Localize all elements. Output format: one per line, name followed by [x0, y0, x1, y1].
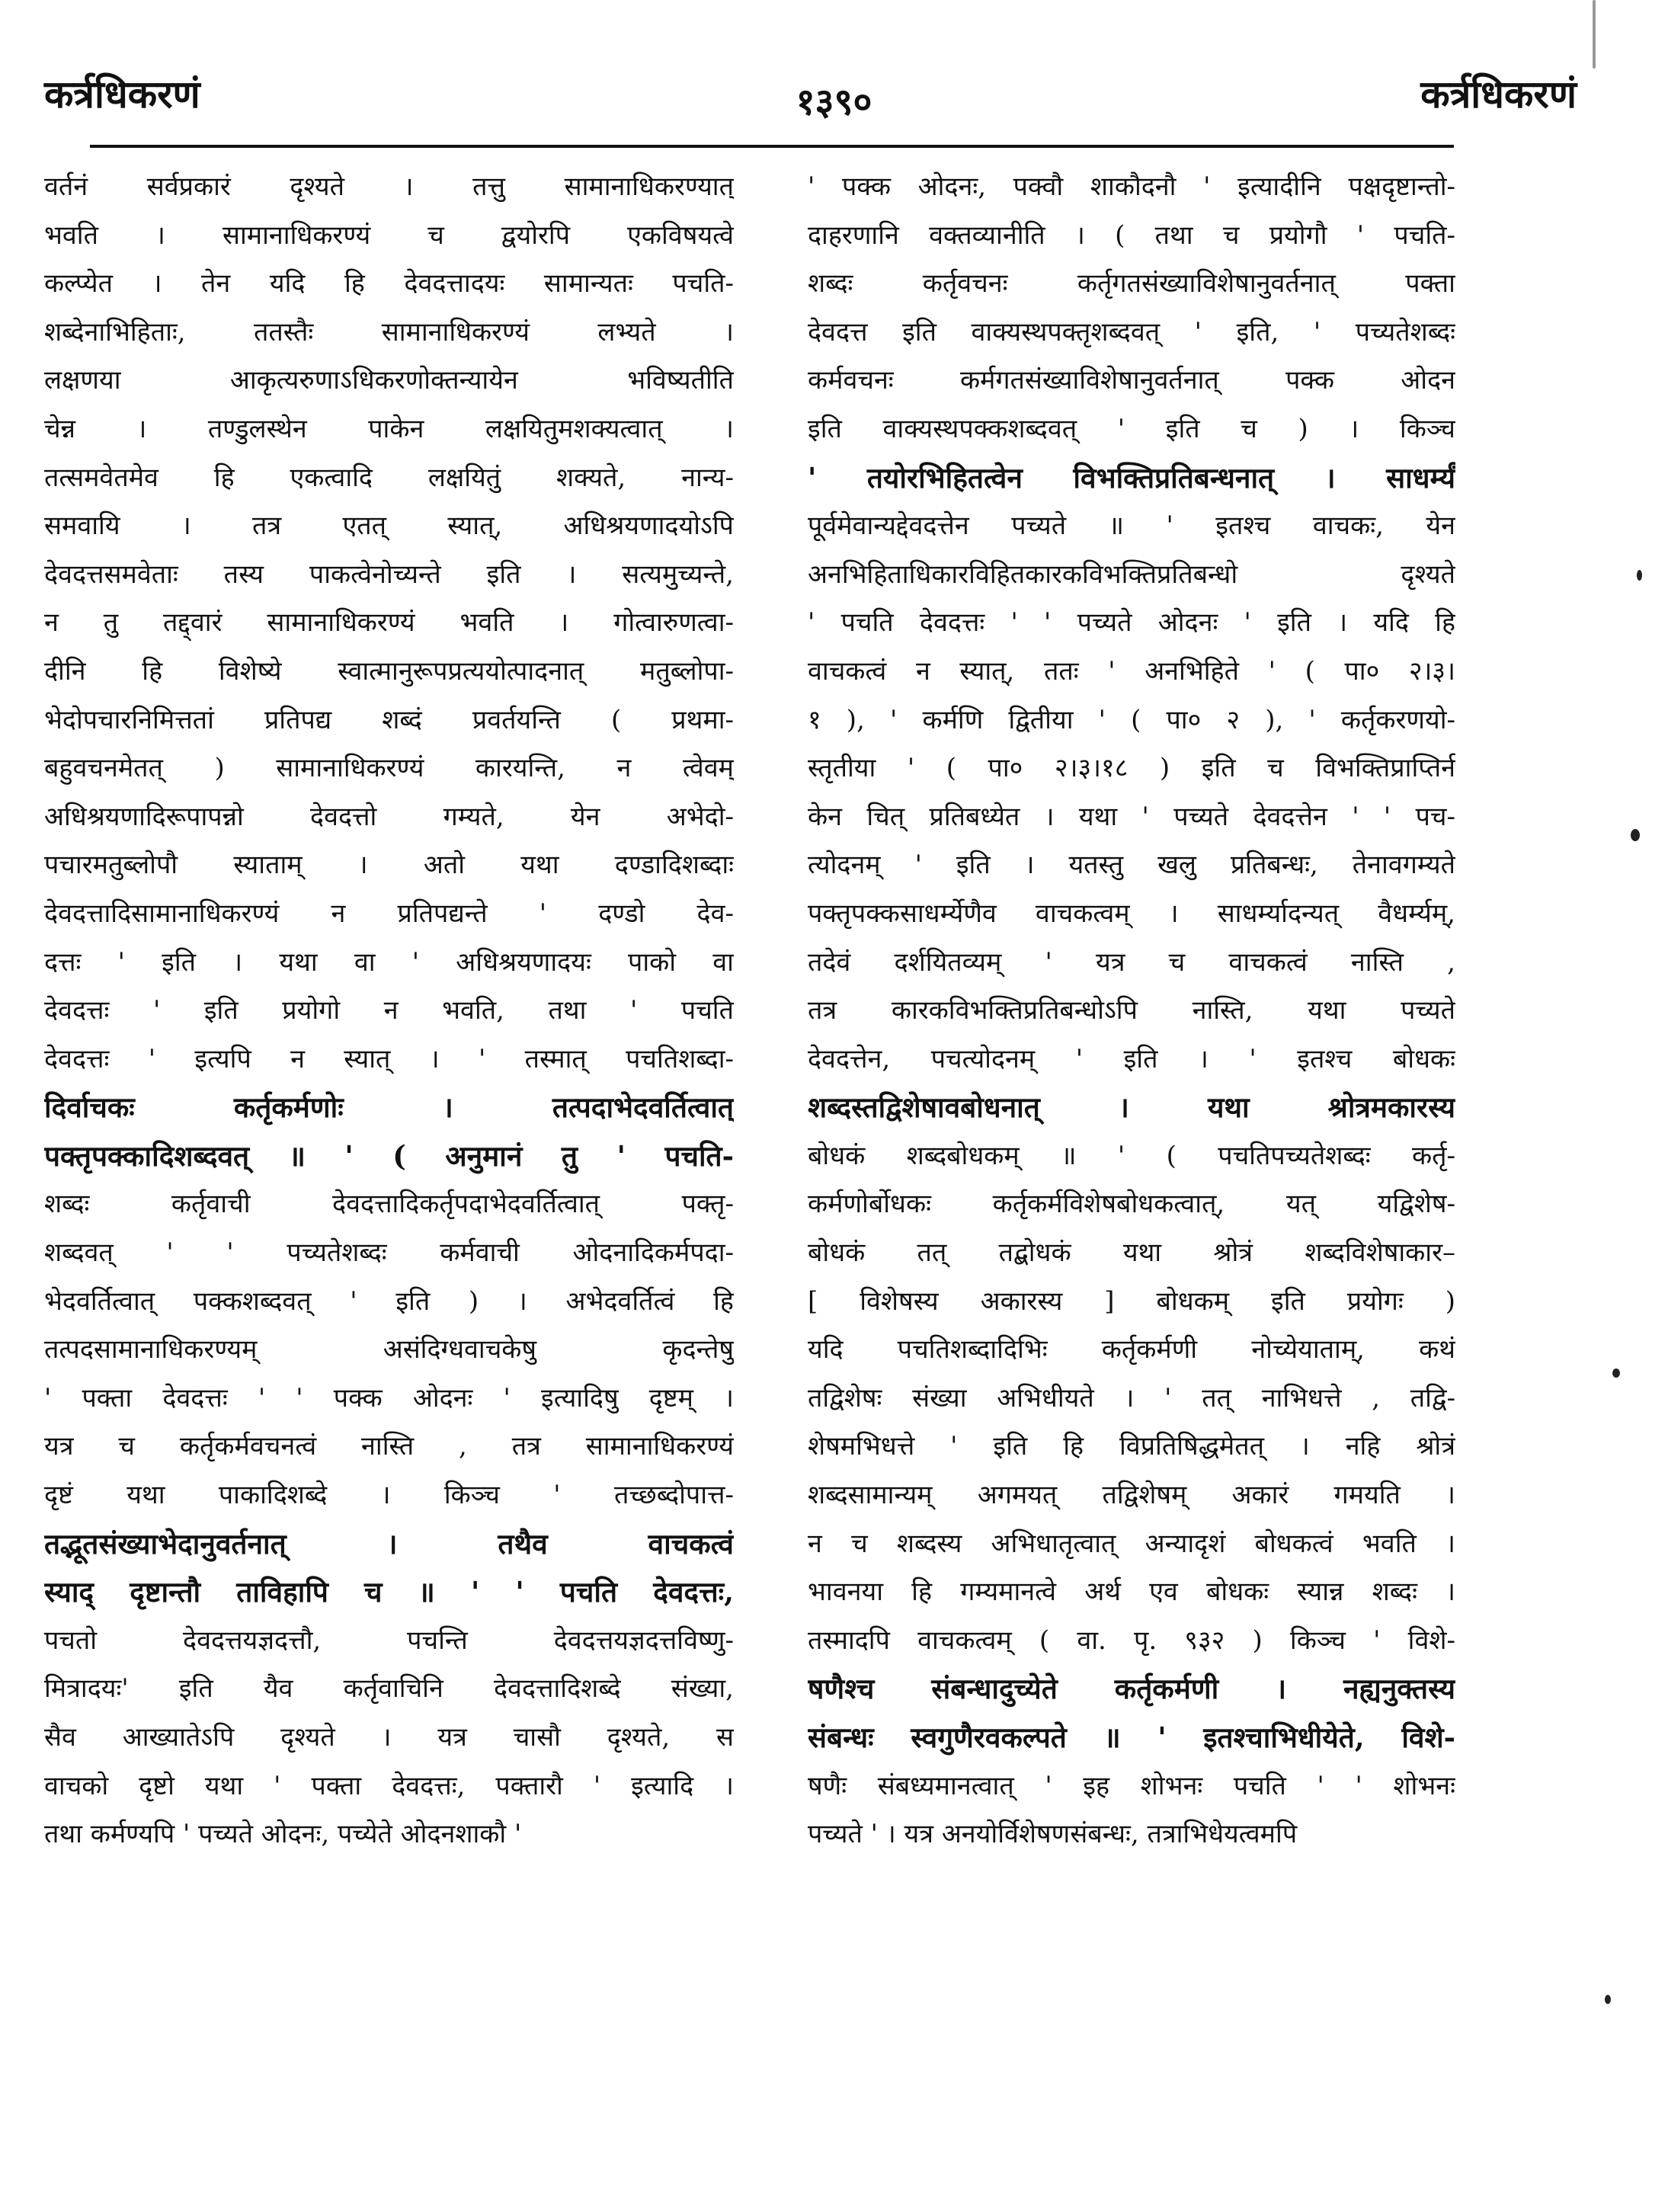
- running-head-left: कर्त्रधिकरणं: [44, 72, 200, 117]
- text-line: [ विशेषस्य अकारस्य ] बोधकम् इति प्रयोगः ): [808, 1285, 1455, 1317]
- text-line: भवति । सामानाधिकरण्यं च द्वयोरपि एकविषयत्वे: [44, 219, 734, 251]
- text-line: दीनि हि विशेष्ये स्वात्मानुरूपप्रत्ययोत्पादनात् मतुब्लोपा-: [44, 655, 734, 687]
- text-line: संबन्धः स्वगुणैरवकल्पते ॥ ' इतश्चाभिधीयेते, विशे-: [808, 1721, 1455, 1754]
- text-line: ' पचति देवदत्तः ' ' पच्यते ओदनः ' इति । यदि हि: [808, 607, 1455, 639]
- text-line: वाचकत्वं न स्यात्, ततः ' अनभिहिते ' ( पा० २।३।: [808, 655, 1455, 687]
- text-line: बहुवचनमेतत् ) सामानाधिकरण्यं कारयन्ति, न त्वेवम्: [44, 753, 734, 784]
- text-line: देवदत्तादिसामानाधिकरण्यं न प्रतिपद्यन्ते ' दण्डो देव-: [44, 898, 734, 929]
- text-line: सैव आख्यातेऽपि दृश्यते । यत्र चासौ दृश्यते, स: [44, 1722, 734, 1753]
- text-line: अधिश्रयणादिरूपापन्नो देवदत्तो गम्यते, येन अभेदो-: [44, 801, 734, 832]
- text-line: चेन्न । तण्डुलस्थेन पाकेन लक्षयितुमशक्यत्वात् ।: [44, 413, 734, 444]
- text-line: लक्षणया आकृत्यरुणाऽधिकरणोक्तन्यायेन भविष्यतीति: [44, 365, 734, 396]
- text-line: समवायि । तत्र एतत् स्यात्, अधिश्रयणादयोऽपि: [44, 511, 734, 542]
- text-line: शब्दः कर्तृवाची देवदत्तादिकर्तृपदाभेदवर्तित्वात् पक्तृ-: [44, 1189, 734, 1220]
- text-line: शेषमभिधत्ते ' इति हि विप्रतिषिद्धमेतत् । नहि श्रोत्रं: [808, 1431, 1455, 1462]
- text-line: शब्दवत् ' ' पच्यतेशब्दः कर्मवाची ओदनादिकर्मपदा-: [44, 1237, 734, 1269]
- text-line: भावनया हि गम्यमानत्वे अर्थ एव बोधकः स्यान्न शब्दः ।: [808, 1577, 1455, 1608]
- running-head-right: कर्त्रधिकरणं: [1420, 72, 1577, 117]
- text-line: अनभिहिताधिकारविहितकारकविभक्तिप्रतिबन्धो दृश्यते: [808, 559, 1455, 590]
- text-line: देवदत्तः ' इति प्रयोगो न भवति, तथा ' पचति: [44, 995, 734, 1026]
- text-line: शब्दः कर्तृवचनः कर्तृगतसंख्याविशेषानुवर्तनात् पक्ता: [808, 268, 1455, 299]
- text-line: कर्मवचनः कर्मगतसंख्याविशेषानुवर्तनात् पक्क ओदन: [808, 365, 1455, 396]
- text-line: तद्भूतसंख्याभेदानुवर्तनात् । तथैव वाचकत्वं: [44, 1526, 734, 1561]
- header-rule: [90, 145, 1454, 148]
- text-line: दाहरणानि वक्तव्यानीति । ( तथा च प्रयोगौ ' पचति-: [808, 219, 1455, 251]
- text-line: तदेवं दर्शयितव्यम् ' यत्र च वाचकत्वं नास्ति ,: [808, 946, 1455, 978]
- text-line: बोधकं शब्दबोधकम् ॥ ' ( पचतिपच्यतेशब्दः कर्तृ-: [808, 1140, 1455, 1171]
- text-line: स्याद् दृष्टान्तौ ताविहापि च ॥ ' ' पचति देवदत्तः,: [44, 1575, 734, 1609]
- page-number: १३९०: [796, 81, 872, 123]
- text-line: न च शब्दस्य अभिधातृत्वात् अन्यादृशं बोधकत्वं भवति ।: [808, 1528, 1455, 1559]
- text-line: न तु तद्द्वारं सामानाधिकरण्यं भवति । गोत्वारुणत्वा-: [44, 607, 734, 639]
- text-line: वर्तनं सर्वप्रकारं दृश्यते । तत्तु सामानाधिकरण्यात्: [44, 171, 734, 202]
- text-line: शब्दसामान्यम् अगमयत् तद्विशेषम् अकारं गमयति ।: [808, 1480, 1455, 1511]
- text-line: षणैश्च संबन्धादुच्येते कर्तृकर्मणी । नह्यनुक्तस्य: [808, 1672, 1455, 1706]
- text-line: दृष्टं यथा पाकादिशब्दे । किञ्च ' तच्छब्दोपात्त-: [44, 1480, 734, 1511]
- text-line: भेदवर्तित्वात् पक्कशब्दवत् ' इति ) । अभेदवर्तित्वं हि: [44, 1285, 734, 1317]
- text-line: पचारमतुब्लोपौ स्याताम् । अतो यथा दण्डादिशब्दाः: [44, 850, 734, 881]
- text-line: ' पक्ता देवदत्तः ' ' पक्क ओदनः ' इत्यादिषु दृष्टम् ।: [44, 1382, 734, 1413]
- text-line: देवदत्तेन, पचत्योदनम् ' इति । ' इतश्च बोधकः: [808, 1043, 1455, 1074]
- text-line: कर्मणोर्बोधकः कर्तृकर्मविशेषबोधकत्वात्, यत् यद्विशेष-: [808, 1189, 1455, 1220]
- text-line: देवदत्त इति वाक्यस्थपक्तृशब्दवत् ' इति, ' पच्यतेशब्दः: [808, 316, 1455, 347]
- text-line: तद्विशेषः संख्या अभिधीयते । ' तत् नाभिधत्ते , तद्वि-: [808, 1382, 1455, 1413]
- text-line: वाचको दृष्टो यथा ' पक्ता देवदत्तः, पक्तारौ ' इत्यादि ।: [44, 1770, 734, 1801]
- text-line: यदि पचतिशब्दादिभिः कर्तृकर्मणी नोच्येयाताम्, कथं: [808, 1334, 1455, 1365]
- text-line: बोधकं तत् तद्बोधकं यथा श्रोत्रं शब्दविशेषाकार–: [808, 1237, 1455, 1269]
- text-line: दिर्वाचकः कर्तृकर्मणोः । तत्पदाभेदवर्तित्वात्: [44, 1090, 734, 1125]
- scan-speck: [1637, 570, 1642, 581]
- scan-edge-mark: [1593, 0, 1596, 69]
- text-line: मित्रादयः' इति यैव कर्तृवाचिनि देवदत्तादिशब्दे संख्या,: [44, 1673, 734, 1705]
- text-line: षणैः संबध्यमानत्वात् ' इह शोभनः पचति ' ' शोभनः: [808, 1770, 1455, 1801]
- scan-speck: [1612, 1368, 1620, 1378]
- left-column: [44, 163, 734, 1859]
- scan-speck: [1605, 1995, 1611, 2004]
- text-line: स्तृतीया ' ( पा० २।३।१८ ) इति च विभक्तिप्राप्तिर्न: [808, 753, 1455, 784]
- scan-speck: [1631, 829, 1640, 841]
- text-line: दत्तः ' इति । यथा वा ' अधिश्रयणादयः पाको वा: [44, 946, 734, 978]
- text-line: पक्तृपक्कादिशब्दवत् ॥ ' ( अनुमानं तु ' पचति-: [44, 1138, 734, 1173]
- text-line: कल्प्येत । तेन यदि हि देवदत्तादयः सामान्यतः पचति-: [44, 268, 734, 299]
- text-line: ' तयोरभिहितत्वेन विभक्तिप्रतिबन्धनात् । साधर्म्यं: [808, 460, 1455, 495]
- text-line: त्योदनम् ' इति । यतस्तु खलु प्रतिबन्धः, तेनावगम्यते: [808, 850, 1455, 881]
- text-line: पूर्वमेवान्यद्देवदत्तेन पच्यते ॥ ' इतश्च वाचकः, येन: [808, 511, 1455, 542]
- text-line: तत्समवेतमेव हि एकत्वादि लक्षयितुं शक्यते, नान्य-: [44, 462, 734, 493]
- text-line: शब्दस्तद्विशेषावबोधनात् । यथा श्रोत्रमकारस्य: [808, 1090, 1455, 1125]
- text-line: देवदत्तः ' इत्यपि न स्यात् । ' तस्मात् पचतिशब्दा-: [44, 1043, 734, 1074]
- text-line: तत्पदसामानाधिकरण्यम् असंदिग्धवाचकेषु कृदन्तेषु: [44, 1334, 734, 1365]
- text-line: इति वाक्यस्थपक्कशब्दवत् ' इति च ) । किञ्च: [808, 413, 1455, 444]
- text-line: १ ), ' कर्मणि द्वितीया ' ( पा० २ ), ' कर्तृकरणयो-: [808, 704, 1455, 735]
- text-line: देवदत्तसमवेताः तस्य पाकत्वेनोच्यन्ते इति । सत्यमुच्यन्ते,: [44, 559, 734, 590]
- text-line: ' पक्क ओदनः, पक्वौ शाकौदनौ ' इत्यादीनि पक्षदृष्टान्तो-: [808, 171, 1455, 202]
- text-line: पचतो देवदत्तयज्ञदत्तौ, पचन्ति देवदत्तयज्ञदत्तविष्णु-: [44, 1625, 734, 1656]
- text-line: शब्देनाभिहिताः, ततस्तैः सामानाधिकरण्यं लभ्यते ।: [44, 316, 734, 347]
- text-line: तस्मादपि वाचकत्वम् ( वा. पृ. ९३२ ) किञ्च ' विशे-: [808, 1625, 1455, 1656]
- text-line: यत्र च कर्तृकर्मवचनत्वं नास्ति , तत्र सामानाधिकरण्यं: [44, 1431, 734, 1462]
- text-line: तत्र कारकविभक्तिप्रतिबन्धोऽपि नास्ति, यथा पच्यते: [808, 995, 1455, 1026]
- right-column: [808, 163, 1455, 1859]
- text-line: केन चित् प्रतिबध्येत । यथा ' पच्यते देवदत्तेन ' ' पच-: [808, 801, 1455, 832]
- text-line: पक्तृपक्कसाधर्म्येणैव वाचकत्वम् । साधर्म्यादन्यत् वैधर्म्यम्,: [808, 898, 1455, 929]
- text-line: तथा कर्मण्यपि ' पच्यते ओदनः, पच्येते ओदनशाकौ ': [44, 1819, 522, 1850]
- text-line: भेदोपचारनिमित्ततां प्रतिपद्य शब्दं प्रवर्तयन्ति ( प्रथमा-: [44, 704, 734, 735]
- text-line: पच्यते ' । यत्र अनयोर्विशेषणसंबन्धः, तत्राभिधेयत्वमपि: [808, 1819, 1298, 1850]
